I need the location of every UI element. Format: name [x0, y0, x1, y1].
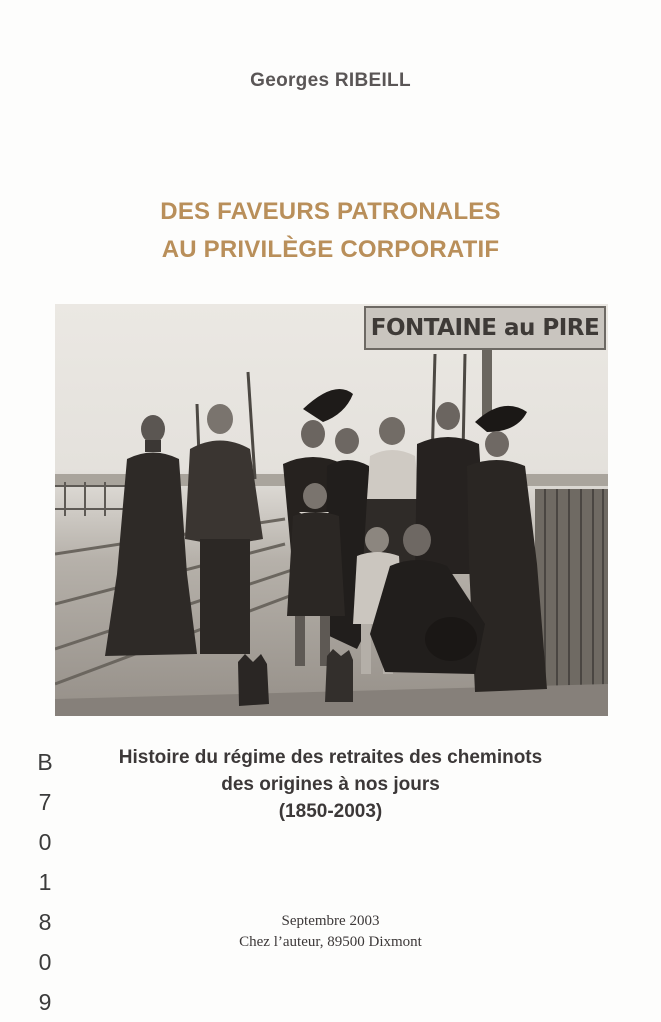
call-number-char: 0	[38, 829, 52, 855]
left-fence	[55, 482, 125, 516]
publication-info	[80, 911, 581, 953]
call-number-char: 8	[38, 909, 52, 935]
publisher-address: Chez l’auteur, 89500 Dixmont	[239, 934, 422, 950]
book-subtitle	[80, 744, 581, 825]
person-woman-left	[105, 415, 197, 656]
dog-right	[325, 649, 353, 702]
title-line-2: AU PRIVILÈGE CORPORATIF	[161, 236, 500, 263]
call-number	[28, 742, 62, 1022]
subtitle-line-2: des origines à nos jours	[221, 774, 440, 795]
dog-left	[238, 654, 269, 706]
title-line-1: DES FAVEURS PATRONALES	[160, 198, 501, 225]
publication-date: Septembre 2003	[281, 913, 380, 929]
author-name: Georges RIBEILL	[250, 70, 411, 91]
call-number-char: 7	[38, 789, 52, 815]
call-number-char: 1	[38, 869, 52, 895]
cover-photo	[55, 304, 608, 716]
call-number-char: B	[37, 749, 53, 775]
subtitle-line-3: (1850-2003)	[278, 801, 383, 822]
subtitle-line-1: Histoire du régime des retraites des cheminots	[118, 747, 543, 768]
station-sign: FONTAINE au PIRE	[364, 306, 606, 350]
book-title	[0, 193, 661, 269]
call-number-char: 0	[38, 949, 52, 975]
call-number-char: 9	[38, 989, 52, 1015]
cover-photo-illustration	[55, 304, 608, 716]
